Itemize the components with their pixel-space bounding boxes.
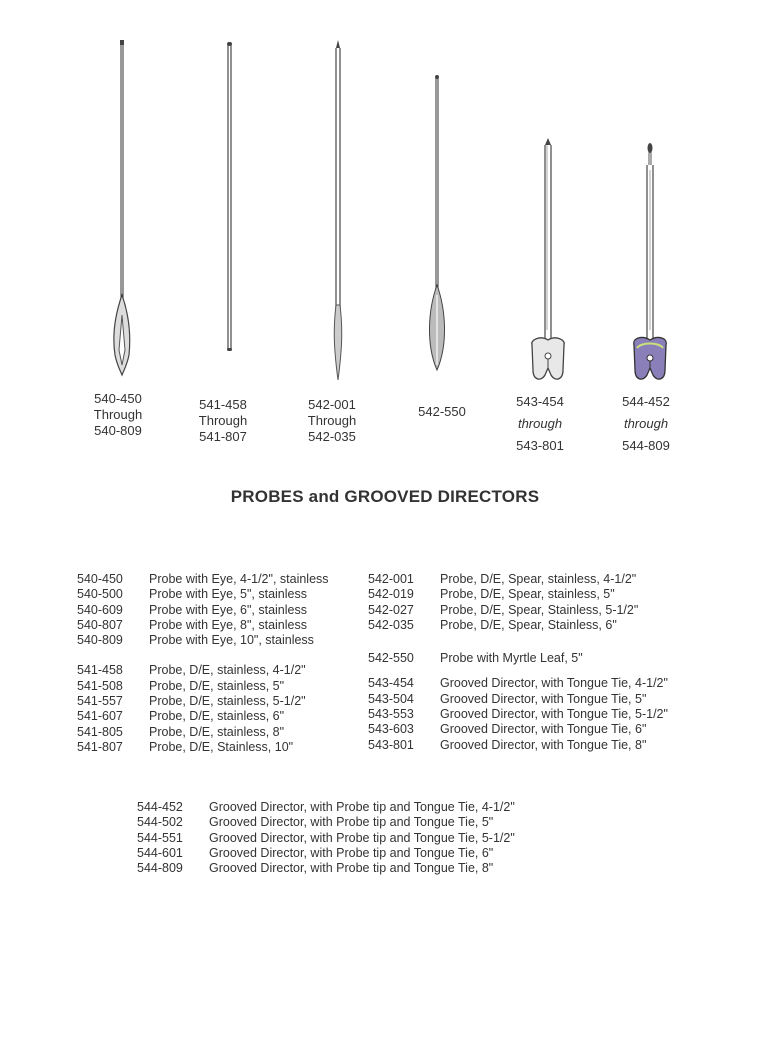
item-code: 544-809 (137, 861, 183, 876)
list-item (137, 815, 515, 830)
label-line: 540-450 (94, 391, 142, 406)
item-description: Grooved Director, with Tongue Tie, 8" (440, 737, 647, 752)
list-item (77, 587, 329, 602)
label-line: through (623, 416, 669, 431)
item-code: 544-551 (137, 830, 183, 845)
label-line: Through (307, 413, 357, 428)
item-code: 544-601 (137, 845, 183, 860)
item-code: 542-019 (368, 587, 414, 602)
list-item (368, 618, 668, 633)
item-description: Probe, D/E, stainless, 6" (149, 709, 285, 724)
page-title: PROBES and GROOVED DIRECTORS (230, 487, 540, 506)
list-item (137, 831, 515, 846)
probe-de-spear-illustration (318, 30, 358, 380)
item-description: Grooved Director, with Probe tip and Tongue Tie, 4-1/2" (209, 800, 515, 814)
item-description: Grooved Director, with Probe tip and Tongue Tie, 8" (209, 861, 494, 876)
label-line: 542-035 (308, 429, 356, 444)
item-description: Grooved Director, with Probe tip and Tongue Tie, 5-1/2" (209, 830, 515, 845)
item-description: Probe, D/E, Spear, Stainless, 5-1/2" (440, 602, 639, 617)
item-code: 541-458 (77, 663, 123, 678)
label-line: 543-454 (516, 394, 564, 409)
item-description: Grooved Director, with Probe tip and Tongue Tie, 6" (209, 845, 494, 860)
list-item (368, 676, 668, 691)
list-item (368, 572, 668, 587)
item-code: 543-553 (368, 707, 414, 722)
label-line: Through (198, 413, 248, 428)
label-grooved-director-probe-tip (612, 391, 680, 457)
item-description: Probe with Eye, 4-1/2", stainless (149, 572, 329, 586)
label-line: 544-809 (622, 438, 670, 453)
item-code: 541-807 (77, 739, 123, 754)
item-description: Grooved Director, with Tongue Tie, 5-1/2" (440, 707, 668, 722)
list-item (137, 861, 515, 876)
item-description: Grooved Director, with Tongue Tie, 4-1/2" (440, 676, 668, 691)
probe-with-eye-illustration (100, 30, 140, 380)
label-line: 542-001 (308, 397, 356, 412)
item-description: Grooved Director, with Tongue Tie, 5" (440, 691, 647, 706)
item-code: 544-502 (137, 815, 183, 830)
label-probe-myrtle-leaf (408, 404, 476, 420)
label-line: through (517, 416, 563, 431)
list-item (77, 679, 329, 694)
item-description: Probe with Eye, 5", stainless (149, 587, 307, 602)
label-probe-de-spear (298, 397, 366, 445)
item-description: Probe with Eye, 10", stainless (149, 633, 314, 648)
list-item (368, 587, 668, 602)
item-description: Probe, D/E, stainless, 8" (149, 724, 285, 739)
item-code: 544-452 (137, 800, 183, 814)
probe-myrtle-leaf-illustration (418, 30, 458, 380)
item-code: 541-557 (77, 694, 123, 709)
item-code: 542-550 (368, 651, 414, 666)
bottom-product-list (137, 800, 515, 876)
item-description: Probe, D/E, Stainless, 10" (149, 739, 294, 754)
grooved-director-probe-tip-illustration (627, 30, 677, 390)
list-item (137, 846, 515, 861)
item-code: 540-609 (77, 602, 123, 617)
label-line: 543-801 (516, 438, 564, 453)
item-code: 542-001 (368, 572, 414, 586)
left-product-list (77, 572, 329, 755)
item-code: 541-607 (77, 709, 123, 724)
item-description: Probe, D/E, stainless, 5-1/2" (149, 694, 306, 709)
label-line: 544-452 (622, 394, 670, 409)
list-item (77, 725, 329, 740)
list-item (368, 722, 668, 737)
label-line: 540-809 (94, 423, 142, 438)
item-code: 541-508 (77, 678, 123, 693)
item-code: 543-603 (368, 722, 414, 737)
label-line: 542-550 (418, 404, 466, 419)
item-description: Probe, D/E, stainless, 5" (149, 678, 285, 693)
item-code: 543-454 (368, 676, 414, 691)
list-item (77, 603, 329, 618)
item-description: Probe, D/E, Spear, stainless, 4-1/2" (440, 572, 637, 586)
list-item (368, 692, 668, 707)
item-code: 541-805 (77, 724, 123, 739)
label-probe-with-eye (84, 391, 152, 439)
label-line: 541-807 (199, 429, 247, 444)
item-description: Probe, D/E, stainless, 4-1/2" (149, 663, 306, 678)
label-probe-de (189, 397, 257, 445)
right-product-list (368, 572, 668, 753)
list-item (77, 740, 329, 755)
grooved-director-tongue-tie-illustration (525, 30, 575, 390)
list-item (77, 663, 329, 678)
list-item (77, 618, 329, 633)
item-code: 542-035 (368, 617, 414, 632)
list-item (77, 572, 329, 587)
list-item (77, 633, 329, 648)
item-description: Grooved Director, with Tongue Tie, 6" (440, 722, 647, 737)
item-description: Probe with Myrtle Leaf, 5" (440, 651, 583, 666)
item-code: 542-027 (368, 602, 414, 617)
label-grooved-director-tongue-tie (506, 391, 574, 457)
item-description: Probe with Eye, 8", stainless (149, 617, 307, 632)
label-line: 541-458 (199, 397, 247, 412)
list-item (368, 738, 668, 753)
list-item (368, 707, 668, 722)
item-code: 540-450 (77, 572, 123, 586)
item-code: 543-504 (368, 691, 414, 706)
list-item (137, 800, 515, 815)
item-code: 540-807 (77, 617, 123, 632)
list-item (77, 694, 329, 709)
item-description: Probe, D/E, Spear, Stainless, 6" (440, 617, 617, 632)
list-item (368, 603, 668, 618)
probe-de-illustration (210, 30, 250, 380)
item-description: Probe with Eye, 6", stainless (149, 602, 307, 617)
item-description: Grooved Director, with Probe tip and Tongue Tie, 5" (209, 815, 494, 830)
item-description: Probe, D/E, Spear, stainless, 5" (440, 587, 615, 602)
list-item (368, 651, 668, 666)
item-code: 540-809 (77, 633, 123, 648)
item-code: 540-500 (77, 587, 123, 602)
list-item (77, 709, 329, 724)
label-line: Through (93, 407, 143, 422)
item-code: 543-801 (368, 737, 414, 752)
